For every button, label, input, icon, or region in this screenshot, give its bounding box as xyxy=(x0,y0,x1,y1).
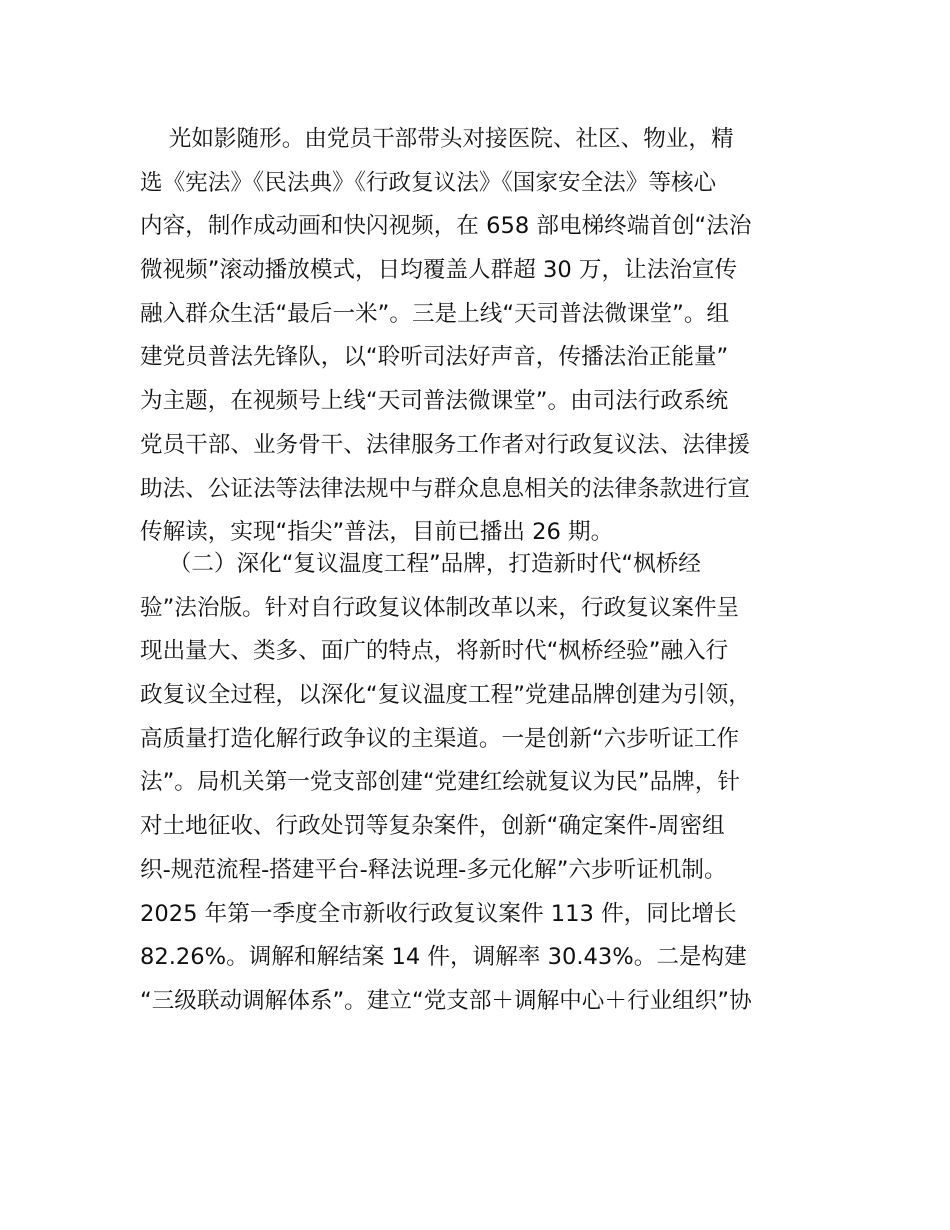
paragraph-line: 助法、公证法等法律法规中与群众息息相关的法律条款进行宣 xyxy=(140,475,751,502)
paragraph-line: 法”。局机关第一党支部创建“党建红绘就复议为民”品牌，针 xyxy=(140,769,740,796)
paragraph-line: 光如影随形。由党员干部带头对接医院、社区、物业，精 xyxy=(140,126,734,152)
paragraph-line: 融入群众生活“最后一米”。三是上线“天司普法微课堂”。组 xyxy=(140,300,730,327)
paragraph-line: 对土地征收、行政处罚等复杂案件，创新“确定案件-周密组 xyxy=(140,813,725,840)
paragraph-2 xyxy=(140,543,840,1024)
paragraph-line: 建党员普法先锋队，以“聆听司法好声音，传播法治正能量” xyxy=(140,344,729,371)
paragraph-line: 选《宪法》《民法典》《行政复议法》《国家安全法》等核心 xyxy=(140,169,717,196)
paragraph-line: 织-规范流程-搭建平台-释法说理-多元化解”六步听证机制。 xyxy=(140,856,727,883)
paragraph-1 xyxy=(140,118,840,555)
paragraph-line: 传解读，实现“指尖”普法，目前已播出 26 期。 xyxy=(140,519,614,546)
paragraph-line: 现出量大、类多、面广的特点，将新时代“枫桥经验”融入行 xyxy=(140,638,729,665)
paragraph-line: 高质量打造化解行政争议的主渠道。一是创新“六步听证工作 xyxy=(140,725,740,752)
paragraph-line: “三级联动调解体系”。建立“党支部＋调解中心＋行业组织”协 xyxy=(140,987,752,1014)
paragraph-line: 微视频”滚动播放模式，日均覆盖人群超 30 万，让法治宣传 xyxy=(140,257,738,284)
paragraph-line: （二）深化“复议温度工程”品牌，打造新时代“枫桥经 xyxy=(140,551,701,577)
paragraph-line: 内容，制作成动画和快闪视频，在 658 部电梯终端首创“法治 xyxy=(140,213,752,240)
paragraph-line: 政复议全过程，以深化“复议温度工程”党建品牌创建为引领， xyxy=(140,682,751,709)
paragraph-line: 验”法治版。针对自行政复议体制改革以来，行政复议案件呈 xyxy=(140,594,740,621)
paragraph-line: 82.26%。调解和解结案 14 件，调解率 30.43%。二是构建 xyxy=(140,944,747,971)
paragraph-line: 为主题，在视频号上线“天司普法微课堂”。由司法行政系统 xyxy=(140,388,729,415)
paragraph-line: 党员干部、业务骨干、法律服务工作者对行政复议法、法律援 xyxy=(140,431,751,458)
paragraph-line: 2025 年第一季度全市新收行政复议案件 113 件，同比增长 xyxy=(140,900,737,927)
